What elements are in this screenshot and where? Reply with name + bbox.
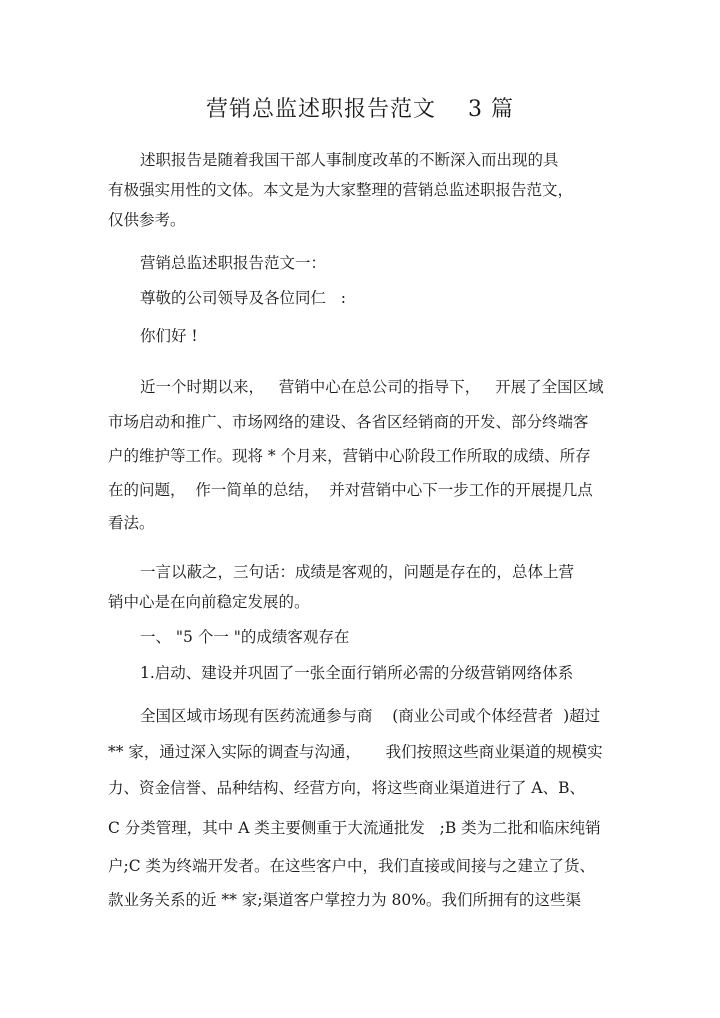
paragraph-line: 全国区域市场现有医药流通参与商 (商业公司或个体经营者 )超过 — [140, 707, 601, 725]
paragraph-line: ** 家，通过深入实际的调查与沟通， 我们按照这些商业渠道的规模实 — [108, 743, 603, 761]
paragraph-line: 在的问题， 作一简单的总结， 并对营销中心下一步工作的开展提几点 — [108, 481, 593, 499]
paragraph-line: 近一个时期以来， 营销中心在总公司的指导下， 开展了全国区域 — [140, 378, 604, 396]
paragraph-line: 户;C 类为终端开发者。在这些客户中，我们直接或间接与之建立了货、 — [108, 857, 596, 875]
document-title: 营销总监述职报告范文 3 篇 — [206, 97, 514, 122]
paragraph-line: 力、资金信誉、品种结构、经营方向，将这些商业渠道进行了 A、B、 — [108, 779, 586, 797]
paragraph-line: C 分类管理，其中 A 类主要侧重于大流通批发 ;B 类为二批和临床纯销 — [108, 819, 601, 837]
paragraph-line: 户的维护等工作。现将 * 个月来，营销中心阶段工作所取的成绩、所存 — [108, 447, 591, 465]
paragraph-line: 市场启动和推广、市场网络的建设、各省区经销商的开发、部分终端客 — [108, 413, 589, 431]
greeting: 你们好 ! — [140, 327, 198, 345]
intro-line: 有极强实用性的文体。本文是为大家整理的营销总监述职报告范文， — [108, 181, 574, 199]
intro-line: 述职报告是随着我国干部人事制度改革的不断深入而出现的具 — [140, 151, 559, 169]
intro-line: 仅供参考。 — [108, 211, 186, 229]
paragraph-line: 看法。 — [108, 514, 155, 532]
section-title: 营销总监述职报告范文一： — [140, 254, 327, 272]
section-heading: 一、 "5 个一 "的成绩客观存在 — [140, 628, 350, 646]
subsection-heading: 1.启动、建设并巩固了一张全面行销所必需的分级营销网络体系 — [140, 664, 574, 682]
salutation: 尊敬的公司领导及各位同仁 : — [140, 289, 347, 307]
paragraph-line: 销中心是在向前稳定发展的。 — [108, 593, 310, 611]
paragraph-line: 一言以蔽之，三句话：成绩是客观的，问题是存在的，总体上营 — [140, 563, 575, 581]
paragraph-line: 款业务关系的近 ** 家;渠道客户掌控力为 80%。我们所拥有的这些渠 — [108, 891, 581, 909]
